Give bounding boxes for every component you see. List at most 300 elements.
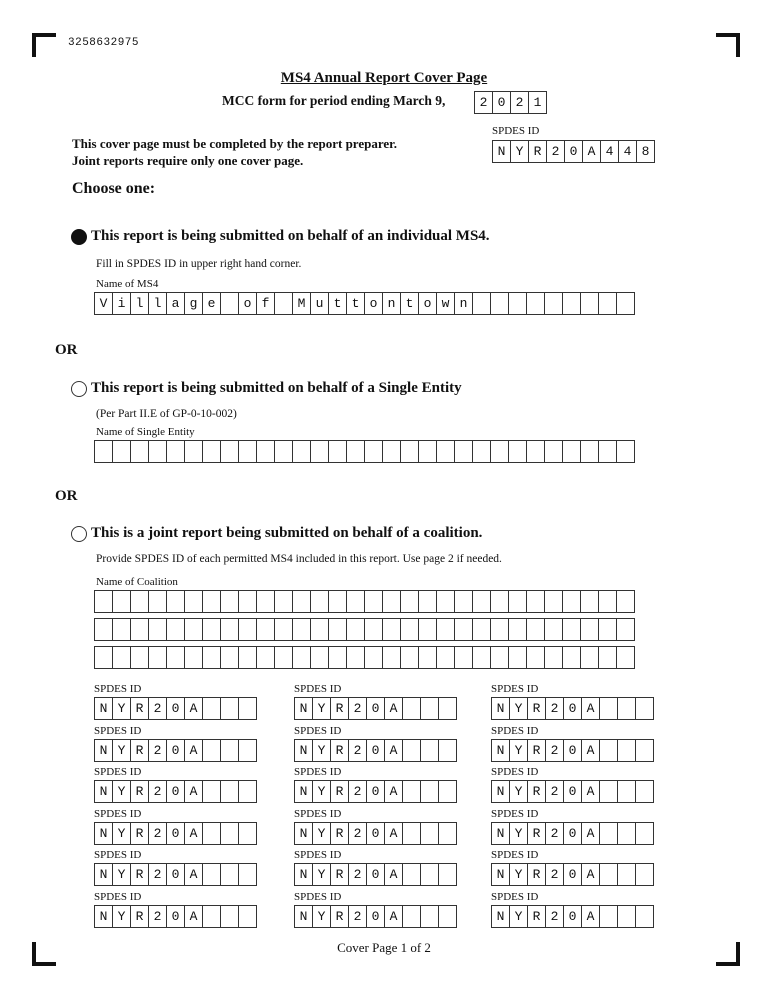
- char-cell[interactable]: 0: [167, 698, 185, 720]
- char-cell[interactable]: Y: [510, 781, 528, 803]
- char-cell[interactable]: 0: [367, 864, 385, 886]
- char-cell[interactable]: 2: [349, 823, 367, 845]
- char-cell[interactable]: [563, 441, 581, 463]
- char-cell[interactable]: i: [113, 293, 131, 315]
- char-cell[interactable]: N: [295, 906, 313, 928]
- char-cell[interactable]: [600, 864, 618, 886]
- char-cell[interactable]: Y: [113, 781, 131, 803]
- char-cell[interactable]: Y: [313, 906, 331, 928]
- char-cell[interactable]: [203, 441, 221, 463]
- char-cell[interactable]: [383, 591, 401, 613]
- char-cell[interactable]: [149, 619, 167, 641]
- char-cell[interactable]: [439, 740, 457, 762]
- char-cell[interactable]: A: [385, 698, 403, 720]
- char-cell[interactable]: N: [295, 823, 313, 845]
- char-cell[interactable]: [618, 823, 636, 845]
- char-cell[interactable]: [113, 647, 131, 669]
- char-cell[interactable]: [401, 591, 419, 613]
- radio-single-entity[interactable]: [71, 381, 87, 397]
- char-cell[interactable]: Y: [510, 906, 528, 928]
- spdes-id-field[interactable]: [491, 863, 654, 886]
- char-cell[interactable]: [439, 781, 457, 803]
- spdes-id-field[interactable]: [294, 863, 457, 886]
- char-cell[interactable]: R: [331, 698, 349, 720]
- char-cell[interactable]: [149, 441, 167, 463]
- char-cell[interactable]: [473, 441, 491, 463]
- char-cell[interactable]: 0: [564, 823, 582, 845]
- spdes-id-field[interactable]: [294, 822, 457, 845]
- char-cell[interactable]: [131, 647, 149, 669]
- char-cell[interactable]: 2: [546, 740, 564, 762]
- spdes-id-field[interactable]: [294, 739, 457, 762]
- char-cell[interactable]: [221, 864, 239, 886]
- char-cell[interactable]: 0: [367, 740, 385, 762]
- char-cell[interactable]: [383, 647, 401, 669]
- char-cell[interactable]: A: [582, 864, 600, 886]
- char-cell[interactable]: [167, 619, 185, 641]
- char-cell[interactable]: [401, 619, 419, 641]
- char-cell[interactable]: 0: [564, 698, 582, 720]
- char-cell[interactable]: [329, 619, 347, 641]
- char-cell[interactable]: [329, 591, 347, 613]
- char-cell[interactable]: 2: [511, 92, 529, 114]
- char-cell[interactable]: [600, 698, 618, 720]
- char-cell[interactable]: [563, 591, 581, 613]
- char-cell[interactable]: [239, 823, 257, 845]
- char-cell[interactable]: [203, 647, 221, 669]
- char-cell[interactable]: Y: [113, 906, 131, 928]
- char-cell[interactable]: N: [95, 740, 113, 762]
- char-cell[interactable]: [403, 740, 421, 762]
- char-cell[interactable]: [618, 864, 636, 886]
- char-cell[interactable]: t: [347, 293, 365, 315]
- char-cell[interactable]: [167, 441, 185, 463]
- char-cell[interactable]: [437, 647, 455, 669]
- char-cell[interactable]: 2: [149, 906, 167, 928]
- char-cell[interactable]: [419, 619, 437, 641]
- char-cell[interactable]: [617, 441, 635, 463]
- radio-coalition[interactable]: [71, 526, 87, 542]
- char-cell[interactable]: 8: [637, 141, 655, 163]
- char-cell[interactable]: [239, 781, 257, 803]
- char-cell[interactable]: [473, 619, 491, 641]
- char-cell[interactable]: [421, 740, 439, 762]
- char-cell[interactable]: [509, 293, 527, 315]
- char-cell[interactable]: [365, 591, 383, 613]
- char-cell[interactable]: Y: [510, 823, 528, 845]
- char-cell[interactable]: Y: [313, 864, 331, 886]
- char-cell[interactable]: 1: [529, 92, 547, 114]
- char-cell[interactable]: R: [331, 740, 349, 762]
- char-cell[interactable]: [421, 864, 439, 886]
- char-cell[interactable]: A: [185, 823, 203, 845]
- char-cell[interactable]: 2: [546, 864, 564, 886]
- char-cell[interactable]: N: [295, 781, 313, 803]
- char-cell[interactable]: [636, 740, 654, 762]
- char-cell[interactable]: [618, 781, 636, 803]
- char-cell[interactable]: R: [528, 823, 546, 845]
- spdes-id-field[interactable]: [94, 905, 257, 928]
- char-cell[interactable]: Y: [313, 698, 331, 720]
- char-cell[interactable]: [95, 647, 113, 669]
- char-cell[interactable]: [257, 619, 275, 641]
- char-cell[interactable]: l: [131, 293, 149, 315]
- char-cell[interactable]: [203, 698, 221, 720]
- char-cell[interactable]: A: [583, 141, 601, 163]
- char-cell[interactable]: [203, 619, 221, 641]
- char-cell[interactable]: A: [385, 781, 403, 803]
- char-cell[interactable]: [545, 619, 563, 641]
- char-cell[interactable]: N: [95, 906, 113, 928]
- char-cell[interactable]: R: [528, 864, 546, 886]
- char-cell[interactable]: [581, 591, 599, 613]
- char-cell[interactable]: A: [385, 740, 403, 762]
- char-cell[interactable]: [618, 740, 636, 762]
- char-cell[interactable]: [365, 441, 383, 463]
- char-cell[interactable]: 0: [367, 823, 385, 845]
- char-cell[interactable]: N: [295, 864, 313, 886]
- char-cell[interactable]: [636, 781, 654, 803]
- char-cell[interactable]: N: [493, 141, 511, 163]
- char-cell[interactable]: A: [385, 823, 403, 845]
- char-cell[interactable]: R: [131, 698, 149, 720]
- char-cell[interactable]: [131, 441, 149, 463]
- char-cell[interactable]: [491, 591, 509, 613]
- char-cell[interactable]: [581, 647, 599, 669]
- char-cell[interactable]: 2: [349, 906, 367, 928]
- char-cell[interactable]: 0: [564, 864, 582, 886]
- char-cell[interactable]: [617, 619, 635, 641]
- char-cell[interactable]: Y: [113, 823, 131, 845]
- char-cell[interactable]: [455, 591, 473, 613]
- char-cell[interactable]: [149, 647, 167, 669]
- char-cell[interactable]: [439, 823, 457, 845]
- char-cell[interactable]: [203, 781, 221, 803]
- char-cell[interactable]: [203, 906, 221, 928]
- char-cell[interactable]: R: [529, 141, 547, 163]
- char-cell[interactable]: [401, 647, 419, 669]
- char-cell[interactable]: [149, 591, 167, 613]
- char-cell[interactable]: 2: [546, 906, 564, 928]
- char-cell[interactable]: [636, 864, 654, 886]
- char-cell[interactable]: n: [383, 293, 401, 315]
- char-cell[interactable]: [185, 647, 203, 669]
- spdes-id-field[interactable]: [294, 780, 457, 803]
- char-cell[interactable]: [221, 619, 239, 641]
- char-cell[interactable]: [439, 906, 457, 928]
- char-cell[interactable]: [617, 647, 635, 669]
- char-cell[interactable]: R: [131, 781, 149, 803]
- char-cell[interactable]: [185, 619, 203, 641]
- char-cell[interactable]: [275, 619, 293, 641]
- spdes-id-field[interactable]: [491, 822, 654, 845]
- char-cell[interactable]: [563, 619, 581, 641]
- char-cell[interactable]: [239, 740, 257, 762]
- char-cell[interactable]: [113, 441, 131, 463]
- char-cell[interactable]: [509, 619, 527, 641]
- char-cell[interactable]: 0: [564, 781, 582, 803]
- char-cell[interactable]: A: [582, 740, 600, 762]
- char-cell[interactable]: [311, 647, 329, 669]
- char-cell[interactable]: N: [95, 698, 113, 720]
- char-cell[interactable]: [527, 591, 545, 613]
- char-cell[interactable]: [293, 441, 311, 463]
- char-cell[interactable]: A: [582, 906, 600, 928]
- single-entity-name-field[interactable]: [94, 440, 635, 463]
- char-cell[interactable]: [419, 441, 437, 463]
- char-cell[interactable]: [347, 647, 365, 669]
- char-cell[interactable]: [599, 441, 617, 463]
- char-cell[interactable]: [618, 906, 636, 928]
- char-cell[interactable]: A: [385, 906, 403, 928]
- char-cell[interactable]: 2: [349, 740, 367, 762]
- char-cell[interactable]: A: [185, 906, 203, 928]
- char-cell[interactable]: [439, 864, 457, 886]
- char-cell[interactable]: [455, 619, 473, 641]
- char-cell[interactable]: [275, 647, 293, 669]
- char-cell[interactable]: t: [401, 293, 419, 315]
- char-cell[interactable]: 2: [349, 781, 367, 803]
- char-cell[interactable]: 2: [475, 92, 493, 114]
- char-cell[interactable]: [131, 591, 149, 613]
- char-cell[interactable]: Y: [113, 864, 131, 886]
- char-cell[interactable]: [221, 591, 239, 613]
- char-cell[interactable]: t: [329, 293, 347, 315]
- char-cell[interactable]: Y: [313, 740, 331, 762]
- ms4-name-field[interactable]: [94, 292, 635, 315]
- char-cell[interactable]: 4: [619, 141, 637, 163]
- char-cell[interactable]: R: [331, 781, 349, 803]
- char-cell[interactable]: [95, 591, 113, 613]
- char-cell[interactable]: [275, 441, 293, 463]
- char-cell[interactable]: [239, 698, 257, 720]
- char-cell[interactable]: [293, 647, 311, 669]
- char-cell[interactable]: [167, 591, 185, 613]
- char-cell[interactable]: [113, 591, 131, 613]
- char-cell[interactable]: [221, 293, 239, 315]
- spdes-id-field[interactable]: [294, 905, 457, 928]
- char-cell[interactable]: [618, 698, 636, 720]
- char-cell[interactable]: [491, 441, 509, 463]
- char-cell[interactable]: [203, 591, 221, 613]
- char-cell[interactable]: [600, 781, 618, 803]
- char-cell[interactable]: A: [582, 823, 600, 845]
- char-cell[interactable]: [437, 441, 455, 463]
- char-cell[interactable]: 2: [149, 740, 167, 762]
- char-cell[interactable]: [185, 591, 203, 613]
- coalition-name-row-3[interactable]: [94, 646, 635, 669]
- char-cell[interactable]: R: [528, 698, 546, 720]
- char-cell[interactable]: f: [257, 293, 275, 315]
- char-cell[interactable]: [347, 591, 365, 613]
- char-cell[interactable]: N: [295, 698, 313, 720]
- char-cell[interactable]: [221, 441, 239, 463]
- char-cell[interactable]: [239, 441, 257, 463]
- char-cell[interactable]: [599, 619, 617, 641]
- char-cell[interactable]: R: [528, 781, 546, 803]
- char-cell[interactable]: [527, 293, 545, 315]
- char-cell[interactable]: [221, 698, 239, 720]
- coalition-name-row-1[interactable]: [94, 590, 635, 613]
- char-cell[interactable]: [383, 619, 401, 641]
- char-cell[interactable]: [599, 647, 617, 669]
- char-cell[interactable]: [203, 823, 221, 845]
- char-cell[interactable]: [545, 441, 563, 463]
- char-cell[interactable]: [203, 740, 221, 762]
- char-cell[interactable]: [221, 740, 239, 762]
- char-cell[interactable]: [509, 441, 527, 463]
- char-cell[interactable]: [509, 591, 527, 613]
- char-cell[interactable]: a: [167, 293, 185, 315]
- spdes-id-field[interactable]: [94, 739, 257, 762]
- char-cell[interactable]: 0: [167, 823, 185, 845]
- char-cell[interactable]: [239, 906, 257, 928]
- char-cell[interactable]: A: [185, 781, 203, 803]
- char-cell[interactable]: 0: [167, 781, 185, 803]
- char-cell[interactable]: N: [492, 698, 510, 720]
- char-cell[interactable]: A: [185, 698, 203, 720]
- char-cell[interactable]: R: [131, 864, 149, 886]
- char-cell[interactable]: [403, 864, 421, 886]
- char-cell[interactable]: [365, 647, 383, 669]
- char-cell[interactable]: 2: [349, 864, 367, 886]
- spdes-id-field[interactable]: [491, 697, 654, 720]
- char-cell[interactable]: [275, 591, 293, 613]
- char-cell[interactable]: [221, 647, 239, 669]
- char-cell[interactable]: [221, 906, 239, 928]
- char-cell[interactable]: [545, 293, 563, 315]
- spdes-id-field[interactable]: [491, 780, 654, 803]
- char-cell[interactable]: R: [131, 823, 149, 845]
- char-cell[interactable]: [527, 619, 545, 641]
- char-cell[interactable]: [636, 698, 654, 720]
- char-cell[interactable]: R: [528, 740, 546, 762]
- char-cell[interactable]: [419, 647, 437, 669]
- char-cell[interactable]: [600, 740, 618, 762]
- spdes-id-field[interactable]: [94, 822, 257, 845]
- char-cell[interactable]: [329, 647, 347, 669]
- char-cell[interactable]: R: [131, 740, 149, 762]
- char-cell[interactable]: [203, 864, 221, 886]
- char-cell[interactable]: [293, 619, 311, 641]
- spdes-id-field[interactable]: [94, 697, 257, 720]
- char-cell[interactable]: Y: [313, 781, 331, 803]
- char-cell[interactable]: [421, 823, 439, 845]
- char-cell[interactable]: [563, 647, 581, 669]
- char-cell[interactable]: [403, 906, 421, 928]
- char-cell[interactable]: [509, 647, 527, 669]
- char-cell[interactable]: [617, 591, 635, 613]
- char-cell[interactable]: w: [437, 293, 455, 315]
- char-cell[interactable]: [257, 591, 275, 613]
- char-cell[interactable]: [95, 441, 113, 463]
- spdes-id-field[interactable]: [94, 780, 257, 803]
- char-cell[interactable]: Y: [113, 740, 131, 762]
- char-cell[interactable]: 2: [546, 781, 564, 803]
- char-cell[interactable]: M: [293, 293, 311, 315]
- char-cell[interactable]: [491, 293, 509, 315]
- char-cell[interactable]: [491, 619, 509, 641]
- char-cell[interactable]: [311, 591, 329, 613]
- char-cell[interactable]: 2: [149, 781, 167, 803]
- char-cell[interactable]: [473, 293, 491, 315]
- char-cell[interactable]: [347, 441, 365, 463]
- char-cell[interactable]: [599, 591, 617, 613]
- char-cell[interactable]: [527, 647, 545, 669]
- char-cell[interactable]: [167, 647, 185, 669]
- char-cell[interactable]: N: [492, 740, 510, 762]
- char-cell[interactable]: [545, 591, 563, 613]
- char-cell[interactable]: [581, 293, 599, 315]
- char-cell[interactable]: [365, 619, 383, 641]
- char-cell[interactable]: Y: [511, 141, 529, 163]
- char-cell[interactable]: A: [582, 698, 600, 720]
- char-cell[interactable]: Y: [113, 698, 131, 720]
- char-cell[interactable]: 2: [349, 698, 367, 720]
- char-cell[interactable]: [113, 619, 131, 641]
- char-cell[interactable]: [311, 441, 329, 463]
- char-cell[interactable]: [311, 619, 329, 641]
- char-cell[interactable]: 4: [601, 141, 619, 163]
- char-cell[interactable]: Y: [313, 823, 331, 845]
- coalition-name-row-2[interactable]: [94, 618, 635, 641]
- char-cell[interactable]: N: [492, 823, 510, 845]
- char-cell[interactable]: 0: [565, 141, 583, 163]
- char-cell[interactable]: 0: [167, 906, 185, 928]
- char-cell[interactable]: [95, 619, 113, 641]
- char-cell[interactable]: [239, 647, 257, 669]
- char-cell[interactable]: Y: [510, 698, 528, 720]
- char-cell[interactable]: N: [492, 781, 510, 803]
- char-cell[interactable]: [421, 698, 439, 720]
- top-spdes-field[interactable]: [492, 140, 655, 163]
- char-cell[interactable]: g: [185, 293, 203, 315]
- char-cell[interactable]: R: [331, 823, 349, 845]
- char-cell[interactable]: N: [492, 906, 510, 928]
- char-cell[interactable]: [257, 647, 275, 669]
- char-cell[interactable]: [221, 823, 239, 845]
- char-cell[interactable]: [600, 823, 618, 845]
- char-cell[interactable]: 0: [564, 740, 582, 762]
- char-cell[interactable]: 2: [149, 698, 167, 720]
- char-cell[interactable]: R: [331, 864, 349, 886]
- char-cell[interactable]: 0: [167, 740, 185, 762]
- char-cell[interactable]: 0: [367, 781, 385, 803]
- char-cell[interactable]: [401, 441, 419, 463]
- char-cell[interactable]: 0: [367, 906, 385, 928]
- char-cell[interactable]: l: [149, 293, 167, 315]
- char-cell[interactable]: o: [365, 293, 383, 315]
- char-cell[interactable]: e: [203, 293, 221, 315]
- char-cell[interactable]: [473, 591, 491, 613]
- char-cell[interactable]: u: [311, 293, 329, 315]
- year-field[interactable]: [474, 91, 547, 114]
- char-cell[interactable]: 0: [564, 906, 582, 928]
- char-cell[interactable]: [455, 441, 473, 463]
- char-cell[interactable]: R: [331, 906, 349, 928]
- char-cell[interactable]: [455, 647, 473, 669]
- char-cell[interactable]: 0: [367, 698, 385, 720]
- spdes-id-field[interactable]: [294, 697, 457, 720]
- char-cell[interactable]: [437, 619, 455, 641]
- char-cell[interactable]: [421, 781, 439, 803]
- char-cell[interactable]: [617, 293, 635, 315]
- char-cell[interactable]: A: [582, 781, 600, 803]
- char-cell[interactable]: [131, 619, 149, 641]
- char-cell[interactable]: [545, 647, 563, 669]
- char-cell[interactable]: [421, 906, 439, 928]
- char-cell[interactable]: N: [295, 740, 313, 762]
